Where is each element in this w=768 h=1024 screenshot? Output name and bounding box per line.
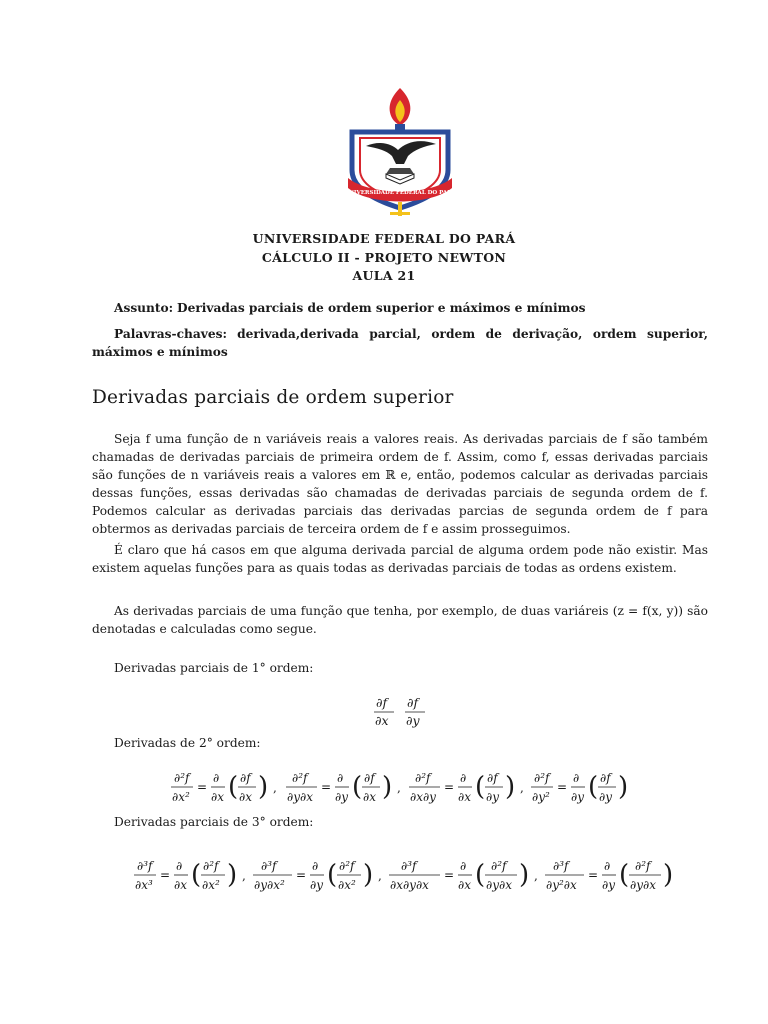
svg-text:∂x²: ∂x² (172, 790, 190, 804)
svg-text:∂³f: ∂³f (401, 859, 417, 873)
svg-text:): ) (227, 860, 238, 890)
subject-text: Derivadas parciais de ordem superior e máximos e mínimos (177, 301, 586, 315)
svg-text:∂f: ∂f (407, 695, 419, 710)
svg-text:∂: ∂ (573, 771, 580, 785)
university-name: UNIVERSIDADE FEDERAL DO PARÁ (252, 231, 516, 246)
svg-text:∂³f: ∂³f (553, 859, 569, 873)
svg-text:∂x: ∂x (458, 878, 471, 892)
svg-text:,: , (378, 869, 382, 883)
svg-text:∂³f: ∂³f (137, 859, 153, 873)
svg-text:∂x²: ∂x² (338, 878, 356, 892)
svg-text:(: ( (352, 772, 363, 802)
svg-text:): ) (663, 860, 674, 890)
svg-text:∂²f: ∂²f (491, 859, 507, 873)
svg-text:): ) (505, 772, 516, 802)
subject-label: Assunto: (114, 301, 174, 315)
svg-text:): ) (618, 772, 629, 802)
svg-text:∂y∂x: ∂y∂x (287, 790, 313, 804)
svg-text:∂y∂x: ∂y∂x (630, 878, 656, 892)
svg-text:(: ( (228, 772, 239, 802)
svg-text:∂y∂x²: ∂y∂x² (254, 878, 285, 892)
svg-text:∂²f: ∂²f (635, 859, 651, 873)
svg-text:∂: ∂ (176, 859, 183, 873)
course-name: CÁLCULO II - PROJETO NEWTON (261, 250, 507, 265)
svg-text:∂x²: ∂x² (202, 878, 220, 892)
keywords-line (92, 325, 708, 361)
svg-text:∂y: ∂y (335, 790, 348, 804)
svg-text:∂x: ∂x (174, 878, 187, 892)
second-order-equation (0, 766, 768, 810)
svg-text:∂²f: ∂²f (415, 771, 431, 785)
svg-text:,: , (273, 781, 277, 795)
svg-text:∂f: ∂f (376, 695, 388, 710)
svg-text:∂f: ∂f (487, 771, 498, 785)
paragraph-1: Seja f uma função de n variáveis reais a valores reais. As derivadas parciais de f são também chamadas de derivadas parciais de primeira ordem de f. Assim, como f, essas derivadas parciais são funções de n variáveis reais a valores em ℝ e, então, podemos calcular as derivadas parciais dessas funções, essas derivadas são chamadas de derivadas parciais de segunda ordem de f. Podemos calcular as derivadas parciais das derivadas parcias de segunda ordem de f para obtermos as derivadas parciais de terceira ordem de f e assim prosseguimos. (92, 432, 708, 536)
svg-text:∂x: ∂x (239, 790, 252, 804)
svg-text:,: , (534, 869, 538, 883)
svg-text:∂x³: ∂x³ (135, 878, 153, 892)
svg-text:∂y: ∂y (571, 790, 584, 804)
svg-text:∂: ∂ (460, 771, 467, 785)
svg-text:(: ( (619, 860, 630, 890)
first-order-equation (0, 694, 768, 730)
svg-text:=: = (588, 868, 599, 882)
svg-text:∂x: ∂x (363, 790, 376, 804)
svg-text:∂x: ∂x (375, 713, 389, 728)
keywords-label: Palavras-chaves: (114, 327, 227, 341)
paragraph-2: É claro que há casos em que alguma derivada parcial de alguma ordem pode não existir. Mas existem aquelas funções para as quais todas as derivadas parciais de todas as ordens existem. (92, 543, 708, 575)
svg-text:=: = (444, 868, 455, 882)
svg-text:∂y: ∂y (310, 878, 323, 892)
third-order-equation (0, 854, 768, 898)
svg-text:∂x∂y∂x: ∂x∂y∂x (390, 878, 429, 892)
svg-text:): ) (382, 772, 393, 802)
svg-text:∂x: ∂x (211, 790, 224, 804)
svg-text:∂²f: ∂²f (203, 859, 219, 873)
svg-text:=: = (296, 868, 307, 882)
svg-text:∂y: ∂y (406, 713, 420, 728)
svg-text:∂²f: ∂²f (174, 771, 190, 785)
svg-text:∂: ∂ (337, 771, 344, 785)
svg-text:∂x∂y: ∂x∂y (410, 790, 436, 804)
svg-text:∂y: ∂y (599, 790, 612, 804)
paragraph-3: As derivadas parciais de uma função que tenha, por exemplo, de duas variáreis (z = f(x, y)) são denotadas e calculadas como segue. (92, 604, 708, 636)
svg-text:∂²f: ∂²f (339, 859, 355, 873)
svg-text:∂: ∂ (604, 859, 611, 873)
svg-text:∂²f: ∂²f (292, 771, 308, 785)
svg-text:∂f: ∂f (240, 771, 251, 785)
svg-text:∂f: ∂f (600, 771, 611, 785)
svg-text:,: , (520, 781, 524, 795)
svg-text:∂: ∂ (460, 859, 467, 873)
svg-text:=: = (444, 780, 455, 794)
svg-text:,: , (242, 869, 246, 883)
svg-text:): ) (258, 772, 269, 802)
svg-text:): ) (363, 860, 374, 890)
svg-text:(: ( (588, 772, 599, 802)
svg-text:): ) (519, 860, 530, 890)
svg-text:∂²f: ∂²f (534, 771, 550, 785)
svg-text:∂y: ∂y (486, 790, 499, 804)
svg-text:=: = (557, 780, 568, 794)
section-title: Derivadas parciais de ordem superior (92, 387, 454, 408)
svg-text:∂x: ∂x (458, 790, 471, 804)
svg-text:,: , (397, 781, 401, 795)
svg-text:∂³f: ∂³f (261, 859, 277, 873)
svg-text:=: = (197, 780, 208, 794)
keywords-text: derivada,derivada parcial, ordem de derivação, ordem superior, máximos e mínimos (92, 327, 709, 359)
second-order-label: Derivadas de 2° ordem: (114, 736, 261, 750)
svg-text:∂y²∂x: ∂y²∂x (546, 878, 577, 892)
svg-text:(: ( (327, 860, 338, 890)
svg-text:∂y²: ∂y² (532, 790, 550, 804)
third-order-label: Derivadas parciais de 3° ordem: (114, 815, 314, 829)
svg-text:(: ( (475, 860, 486, 890)
svg-text:∂: ∂ (312, 859, 319, 873)
svg-text:(: ( (475, 772, 486, 802)
logo-ribbon-text: UNIVERSIDADE FEDERAL DO PARÁ (344, 190, 456, 196)
svg-text:=: = (160, 868, 171, 882)
svg-text:(: ( (191, 860, 202, 890)
svg-text:∂f: ∂f (364, 771, 375, 785)
first-order-label: Derivadas parciais de 1° ordem: (114, 661, 314, 675)
svg-text:∂y∂x: ∂y∂x (486, 878, 512, 892)
svg-text:∂y: ∂y (602, 878, 615, 892)
svg-text:=: = (321, 780, 332, 794)
university-logo (340, 84, 460, 218)
subject-line (114, 299, 708, 317)
lesson-number: AULA 21 (352, 268, 416, 283)
svg-text:∂: ∂ (213, 771, 220, 785)
